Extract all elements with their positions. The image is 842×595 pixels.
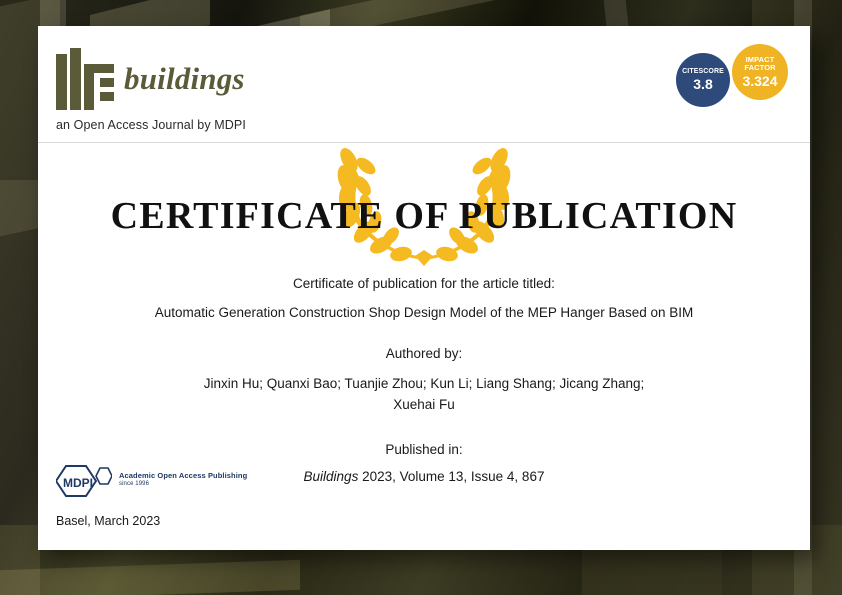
svg-text:MDPI: MDPI [63,476,93,490]
journal-tagline: an Open Access Journal by MDPI [56,118,246,132]
citescore-badge [676,53,730,107]
mdpi-tagline-line1: Academic Open Access Publishing [119,471,248,481]
publication-journal-name: Buildings [303,468,359,484]
bg-shape [0,180,40,595]
published-in-label: Published in: [385,441,463,457]
title-zone [38,144,810,274]
page-title: CERTIFICATE OF PUBLICATION [110,195,738,237]
metric-badges [676,44,788,107]
publication-details: 2023, Volume 13, Issue 4, 867 [358,468,545,484]
citescore-label: CITESCORE [682,68,724,76]
authors-list [98,374,750,416]
citescore-value: 3.8 [693,75,713,92]
mdpi-tagline-line2: since 1996 [119,480,150,487]
mdpi-tagline [119,472,247,490]
buildings-logo-icon [56,48,114,110]
authors-line-2: Xuehai Fu [393,396,455,412]
mdpi-hexagon-icon [56,464,112,498]
intro-line: Certificate of publication for the article titled: [293,276,555,291]
mdpi-logo [56,464,247,498]
journal-logo [56,48,245,110]
place-and-date: Basel, March 2023 [56,514,161,528]
impact-factor-value: 3.324 [742,72,778,89]
impact-factor-label-line1: IMPACT [745,54,775,64]
impact-factor-label-line2: FACTOR [744,63,776,73]
article-title: Automatic Generation Construction Shop Design Model of the MEP Hanger Based on BIM [154,305,694,320]
journal-name: buildings [124,61,245,96]
certificate-card [38,26,810,550]
certificate-body [98,276,750,484]
authored-by-label: Authored by: [385,346,463,361]
certificate-header [38,26,810,143]
impact-factor-badge [732,44,788,100]
authors-line-1: Jinxin Hu; Quanxi Bao; Tuanjie Zhou; Kun Li; Liang Shang; Jicang Zhang; [203,376,645,391]
